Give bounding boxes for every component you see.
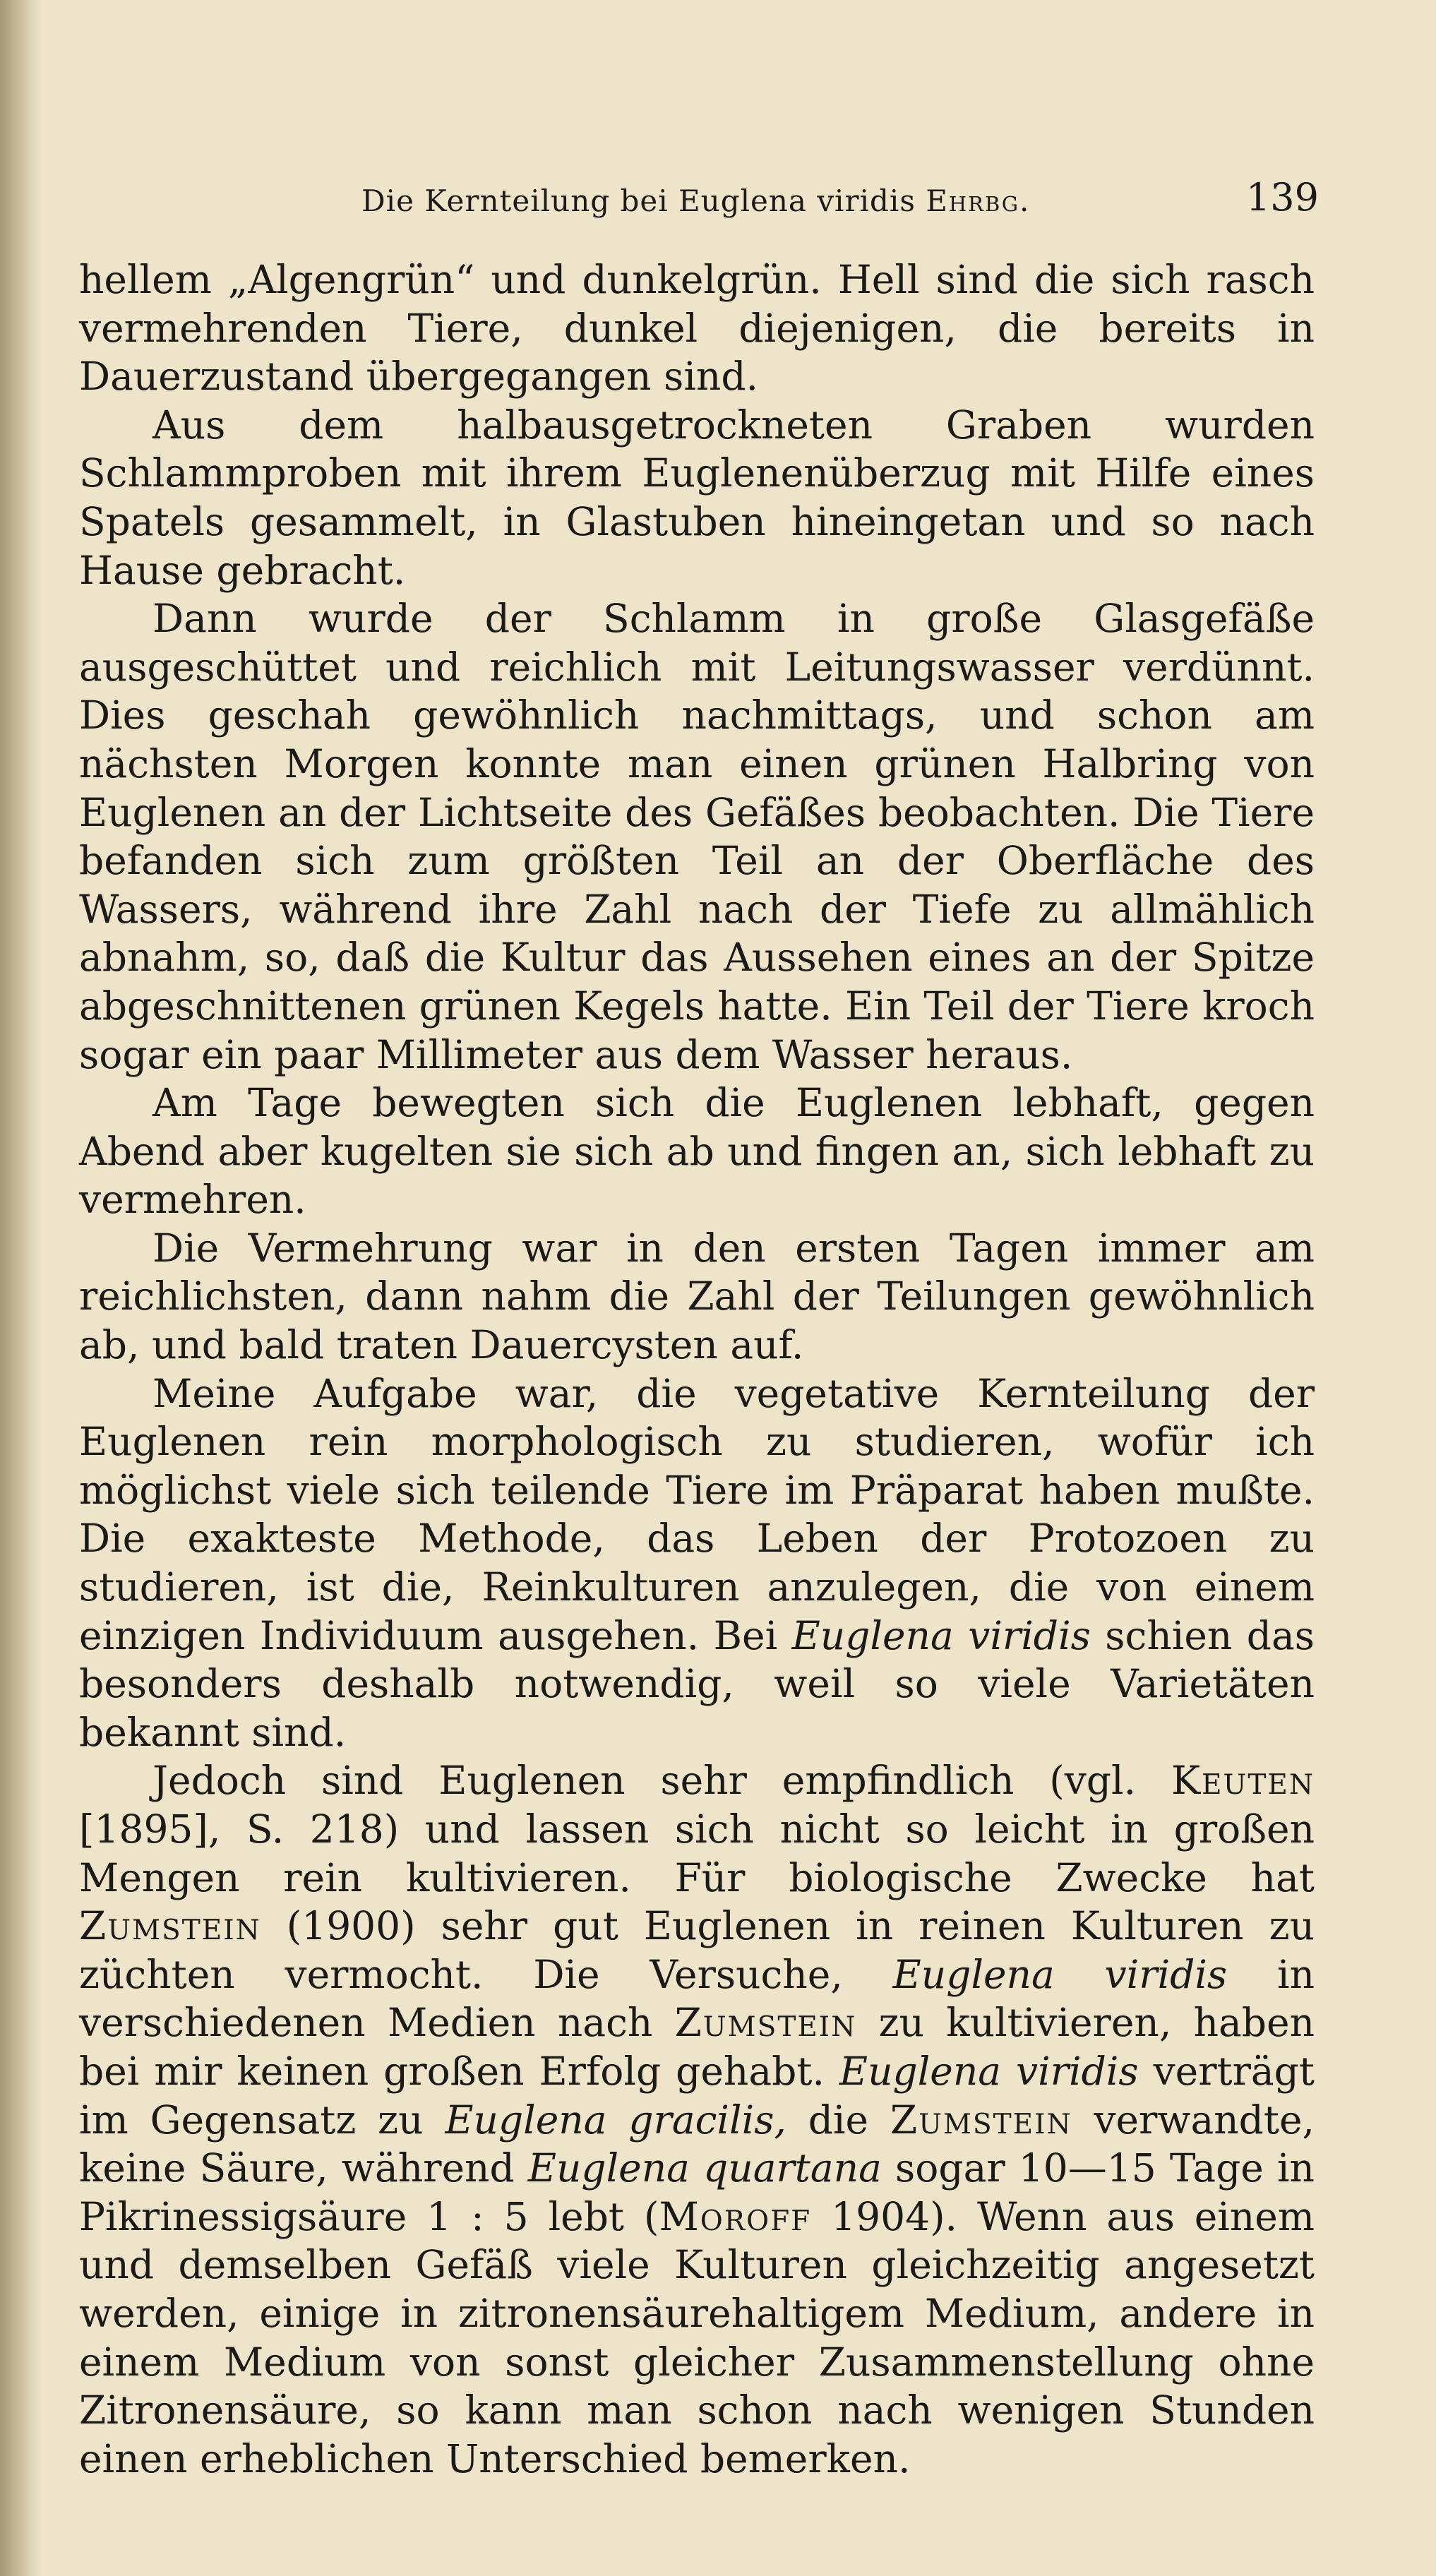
species-name: Euglena viridis bbox=[839, 2048, 1139, 2094]
running-title-text: Die Kernteilung bei Euglena viridis bbox=[361, 184, 916, 218]
author-name: Moroff bbox=[659, 2193, 812, 2239]
paragraph-p3 bbox=[79, 594, 1315, 1079]
page-number: 139 bbox=[1245, 175, 1319, 220]
author-name: Zumstein bbox=[79, 1903, 261, 1949]
text-run: sogar 10—15 Tage in Pikrinessigsäure 1 : 5 lebt ( bbox=[79, 2145, 1315, 2239]
author-name: Zumstein bbox=[674, 2000, 857, 2046]
text-run: Aus dem halbausgetrockneten Graben wurden Schlammproben mit ihrem Euglenenüberzug mit Hilfe eines Spatels gesammelt, in Glastuben hineingetan und so nach Hause gebracht. bbox=[79, 402, 1315, 593]
text-run: die bbox=[786, 2097, 890, 2143]
body-text bbox=[79, 256, 1315, 2483]
species-name: Euglena viridis bbox=[892, 1951, 1228, 1997]
author-name: Keuten bbox=[1171, 1758, 1315, 1804]
paragraph-p1 bbox=[79, 256, 1315, 401]
text-run: verwandte, keine Säure, während bbox=[79, 2097, 1315, 2191]
text-run: Am Tage bewegten sich die Euglenen lebhaft, gegen Abend aber kugelten sie sich ab und fingen an, sich lebhaft zu vermehren. bbox=[79, 1080, 1315, 1223]
text-run: (1900) sehr gut Euglenen in reinen Kulturen zu züchten vermocht. Die Versuche, bbox=[79, 1903, 1315, 1997]
species-name: Euglena quartana bbox=[527, 2145, 882, 2191]
text-run: Die Vermehrung war in den ersten Tagen immer am reichlichsten, dann nahm die Zahl der Teilungen gewöhnlich ab, und bald traten Dauercysten auf. bbox=[79, 1225, 1315, 1368]
running-title-author: Ehrbg. bbox=[926, 184, 1031, 218]
species-name: Euglena viridis bbox=[791, 1612, 1091, 1658]
text-run: verträgt im Gegensatz zu bbox=[79, 2048, 1315, 2143]
paragraph-p6 bbox=[79, 1370, 1315, 1757]
page-binding-shadow bbox=[0, 0, 42, 2576]
paragraph-p7 bbox=[79, 1756, 1315, 2483]
text-run: 1904). Wenn aus einem und demselben Gefäß viele Kulturen gleichzeitig angesetzt werden, einige in zitronensäurehaltigem Medium, andere in einem Medium von sonst gleicher Zusammenstellung ohne Zitronensäure, so kann man schon nach wenigen Stunden einen erheblichen Unterschied bemerken. bbox=[79, 2193, 1315, 2481]
text-run: Dann wurde der Schlamm in große Glasgefäße ausgeschüttet und reichlich mit Leitungswasser verdünnt. Dies geschah gewöhnlich nachmittags, und schon am nächsten Morgen konnte man einen grünen Halbring von Euglenen an der Lichtseite des Gefäßes beobachten. Die Tiere befanden sich zum größten Teil an der Oberfläche des Wassers, während ihre Zahl nach der Tiefe zu allmählich abnahm, so, daß die Kultur das Aussehen eines an der Spitze abgeschnittenen grünen Kegels hatte. Ein Teil der Tiere kroch sogar ein paar Millimeter aus dem Wasser heraus. bbox=[79, 596, 1315, 1077]
text-run: [1895], S. 218) und lassen sich nicht so leicht in großen Mengen rein kultivieren. Für biologische Zwecke hat bbox=[79, 1807, 1315, 1900]
paragraph-p5 bbox=[79, 1224, 1315, 1370]
running-title bbox=[361, 184, 1030, 218]
species-name: Euglena gracilis, bbox=[445, 2097, 786, 2143]
text-run: schien das besonders deshalb notwendig, weil so viele Varietäten bekannt sind. bbox=[79, 1612, 1315, 1755]
author-name: Zumstein bbox=[890, 2097, 1072, 2143]
paragraph-p4 bbox=[79, 1079, 1315, 1224]
text-run: hellem „Algengrün“ und dunkelgrün. Hell sind die sich rasch vermehrenden Tiere, dunkel diejenigen, die bereits in Dauerzustand übergegangen sind. bbox=[79, 257, 1315, 400]
text-run: Jedoch sind Euglenen sehr empfindlich (vgl. bbox=[152, 1758, 1171, 1804]
running-header bbox=[361, 175, 1319, 232]
text-run: Meine Aufgabe war, die vegetative Kernteilung der Euglenen rein morphologisch zu studieren, wofür ich möglichst viele sich teilende Tiere im Präparat haben mußte. Die exakteste Methode, das Leben der Protozoen zu studieren, ist die, Reinkulturen anzulegen, die von einem einzigen Individuum ausgehen. Bei bbox=[79, 1370, 1315, 1658]
paragraph-p2 bbox=[79, 401, 1315, 594]
text-run: zu kultivieren, haben bei mir keinen großen Erfolg gehabt. bbox=[79, 2000, 1315, 2094]
text-run: in verschiedenen Medien nach bbox=[79, 1951, 1315, 2046]
